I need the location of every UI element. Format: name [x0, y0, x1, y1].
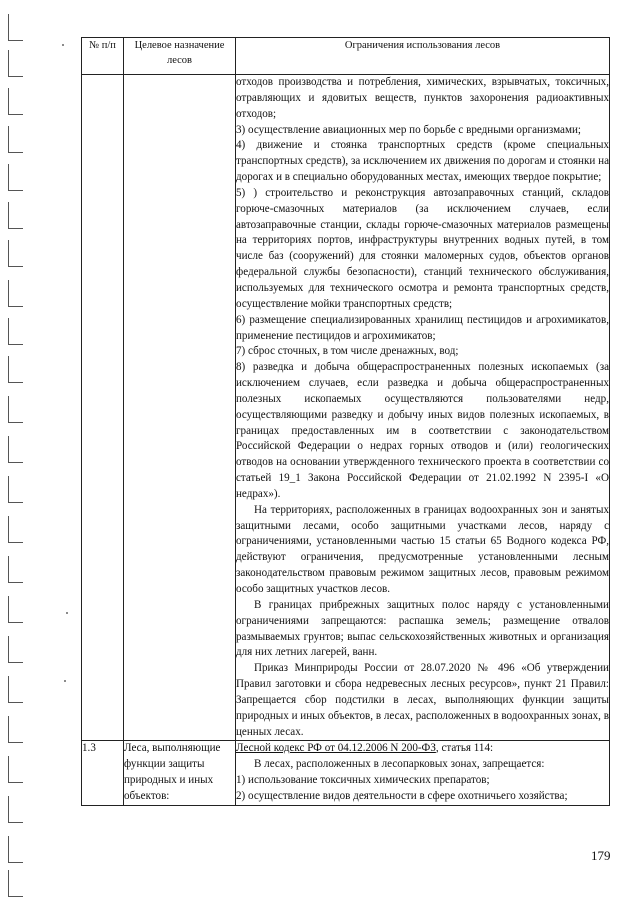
restrictions-table [81, 37, 610, 806]
binding-mark [8, 240, 23, 267]
law-reference-line [236, 741, 609, 757]
binding-mark [8, 202, 23, 229]
row2-purpose-cell: Леса, выполняющие функции защиты природных и иных объектов: [124, 741, 236, 805]
binding-mark [8, 280, 23, 307]
restriction-item: 7) сброс сточных, в том числе дренажных, вод; [236, 345, 459, 358]
scan-speck [66, 612, 68, 614]
restriction-paragraph: В границах прибрежных защитных полос наряду с установленными ограничениями запрещаются: распашка земель; размещение отвалов размываемых грунтов; выпас сельскохозяйственных животных и организация для них летних лагерей, ванн. [236, 598, 609, 659]
law-reference-link[interactable]: Лесной кодекс РФ от 04.12.2006 N 200-ФЗ [236, 742, 436, 755]
binding-mark [8, 476, 23, 503]
row2-restrictions-cell [236, 741, 610, 805]
header-restrictions: Ограничения использования лесов [236, 38, 610, 75]
restriction-item: 4) движение и стоянка транспортных средств (кроме специальных транспортных средств), за исключением их движения по дорогам и стоянки на дорогах и в специально оборудованных местах, имеющих твердое покрытие; [236, 139, 609, 184]
restriction-paragraph: В лесах, расположенных в лесопарковых зонах, запрещается: [254, 758, 545, 771]
table-row [82, 741, 610, 805]
binding-mark [8, 796, 23, 823]
binding-mark [8, 870, 23, 897]
law-article: , статья 114: [435, 742, 494, 755]
row1-restrictions-cell [236, 75, 610, 741]
binding-mark [8, 356, 23, 383]
restriction-paragraph: На территориях, расположенных в границах водоохранных зон и занятых защитными лесами, особо защитными участками лесов, наряду с ограничениями, установленными частью 15 статьи 65 Водного кодекса РФ, действуют ограничения, предусмотренные установленными лесным законодательством правовым режимом защитных лесов, правовым режимом особо защитных участков лесов. [236, 503, 609, 595]
binding-mark [8, 516, 23, 543]
binding-mark [8, 436, 23, 463]
binding-mark [8, 636, 23, 663]
restriction-paragraph: отходов производства и потребления, химических, взрывчатых, токсичных, отравляющих и ядовитых веществ, пунктов захоронения радиоактивных отходов; [236, 76, 609, 120]
restriction-item: 8) разведка и добыча общераспространенных полезных ископаемых (за исключением случаев, если разведка и добыча общераспространенных полезных ископаемых осуществляются пользователями недр, осуществляющими разведку и добычу иных видов полезных ископаемых, в границах предоставленных им в соответствии с законодательством Российской Федерации о недрах горных отводов и (или) геологических отводов на основании утвержденного технического проекта в соответствии со статьей 19_1 Закона Российской Федерации от 21.02.1992 N 2395-I «О недрах»). [236, 361, 609, 500]
restriction-item: 2) осуществление видов деятельности в сфере охотничьего хозяйства; [236, 789, 568, 802]
restriction-item: 5) ) строительство и реконструкция автозаправочных станций, складов горюче-смазочных материалов (за исключением случаев, если автозаправочные станции, склады горюче-смазочных материалов размещены на территориях портов, инфраструктуры внутренних водных путей, в том числе баз (сооружений) для стоянки маломерных судов, объектов органов федеральной службы безопасности), станций технического обслуживания, используемых для технического осмотра и ремонта транспортных средств, осуществление мойки транспортных средств; [236, 186, 609, 310]
scan-binding-marks [0, 0, 40, 905]
binding-mark [8, 396, 23, 423]
binding-mark [8, 676, 23, 703]
scan-speck [64, 680, 66, 682]
header-purpose: Целевое назначение лесов [124, 38, 236, 75]
binding-mark [8, 836, 23, 863]
table-row [82, 75, 610, 741]
restriction-item: 6) размещение специализированных хранилищ пестицидов и агрохимикатов, применение пестицидов и агрохимикатов; [236, 313, 609, 342]
binding-mark [8, 556, 23, 583]
binding-mark [8, 88, 23, 115]
restriction-item: 3) осуществление авиационных мер по борьбе с вредными организмами; [236, 123, 582, 136]
binding-mark [8, 716, 23, 743]
restriction-paragraph: Приказ Минприроды России от 28.07.2020 № 496 «Об утверждении Правил заготовки и сбора недревесных лесных ресурсов», пункт 21 Правил: Запрещается сбор подстилки в лесах, выполняющих функции защиты природных и иных объектов, в лесах, расположенных в водоохранных зонах, в ценных лесах. [236, 662, 609, 738]
binding-mark [8, 164, 23, 191]
scan-speck [62, 44, 64, 46]
binding-mark [8, 126, 23, 153]
row1-num-cell [82, 75, 124, 741]
binding-mark [8, 50, 23, 77]
restriction-item: 1) использование токсичных химических препаратов; [236, 774, 490, 787]
binding-mark [8, 596, 23, 623]
row1-purpose-cell [124, 75, 236, 741]
header-num: № п/п [82, 38, 124, 75]
binding-mark [8, 318, 23, 345]
binding-mark [8, 756, 23, 783]
page-number: 179 [591, 848, 611, 863]
table-header-row [82, 38, 610, 75]
row2-num-cell: 1.3 [82, 741, 124, 805]
binding-mark [8, 14, 23, 41]
